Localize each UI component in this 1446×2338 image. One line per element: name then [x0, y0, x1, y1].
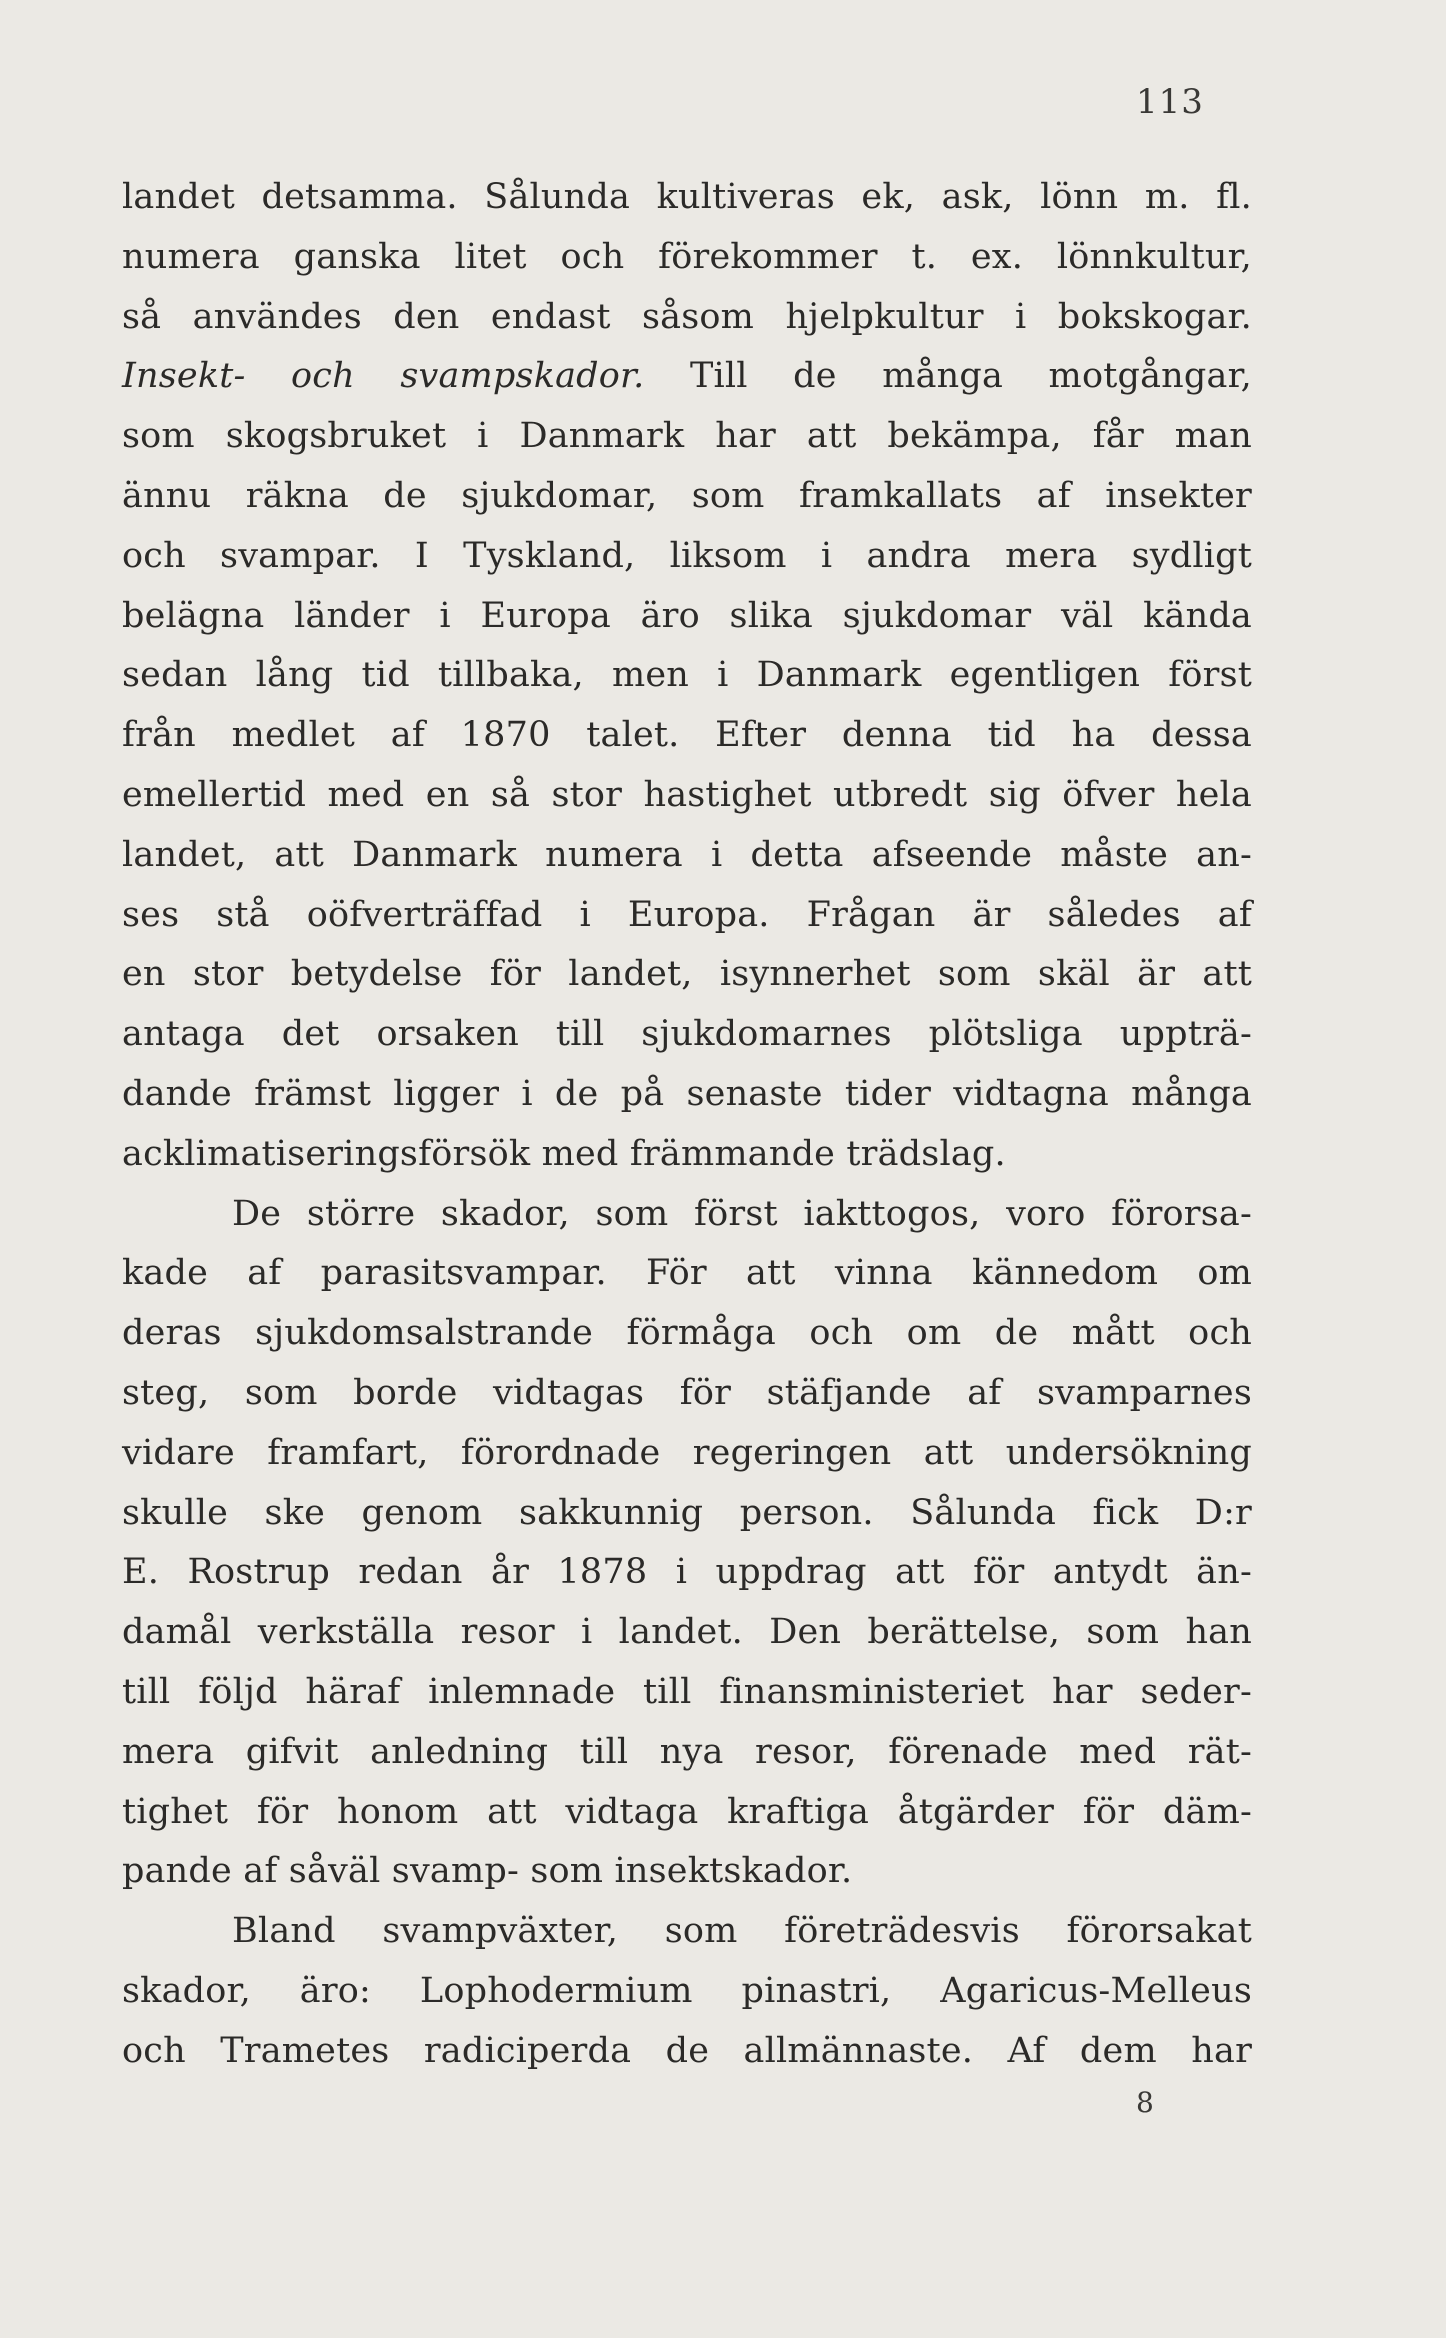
line-text: och Trametes radiciperda de allmännaste. Af dem har [122, 2030, 1252, 2071]
line-text: landet detsamma. Sålunda kultiveras ek, ask, lönn m. fl. [122, 177, 1252, 217]
text-line [122, 1185, 1252, 1245]
text-line [122, 1304, 1252, 1364]
line-text: numera ganska litet och förekommer t. ex. lönnkultur, [122, 236, 1252, 277]
line-text: acklimatiseringsförsök med främmande trädslag. [122, 1133, 1006, 1174]
line-text: pande af såväl svamp- som insektskador. [122, 1851, 853, 1892]
line-text: dande främst ligger i de på senaste tider vidtagna många [122, 1073, 1252, 1114]
text-line [122, 1543, 1252, 1603]
text-line [122, 1783, 1252, 1843]
line-text: kade af parasitsvampar. För att vinna kännedom om [122, 1253, 1252, 1294]
line-text: från medlet af 1870 talet. Efter denna tid ha dessa [122, 715, 1252, 756]
text-line [122, 1005, 1252, 1065]
text-line [122, 1424, 1252, 1484]
line-text: och svampar. I Tyskland, liksom i andra mera sydligt [122, 535, 1252, 576]
page-number: 113 [1136, 82, 1204, 122]
line-text: belägna länder i Europa äro slika sjukdomar väl kända [122, 595, 1252, 636]
line-text: vidare framfart, förordnade regeringen att undersökning [122, 1432, 1252, 1473]
text-line [122, 1962, 1252, 2022]
line-text: mera gifvit anledning till nya resor, förenade med rät- [122, 1731, 1252, 1772]
line-text: damål verkställa resor i landet. Den berättelse, som han [122, 1612, 1252, 1653]
text-line [122, 706, 1252, 766]
line-text: tighet för honom att vidtaga kraftiga åtgärder för däm- [122, 1791, 1252, 1832]
line-text: antaga det orsaken till sjukdomarnes plötsliga uppträ- [122, 1014, 1252, 1055]
line-text: Till de många motgångar, [644, 356, 1252, 397]
line-text: Bland svampväxter, som företrädesvis förorsakat [232, 1911, 1252, 1952]
text-line [122, 467, 1252, 527]
text-line [122, 766, 1252, 826]
text-line [122, 347, 1252, 407]
line-text: så användes den endast såsom hjelpkultur i bokskogar. [122, 296, 1252, 337]
text-line [122, 168, 1252, 228]
text-line [122, 228, 1252, 288]
line-text: deras sjukdomsalstrande förmåga och om de mått och [122, 1313, 1252, 1354]
line-text: skulle ske genom sakkunnig person. Sålunda fick D:r [122, 1492, 1252, 1533]
text-line [122, 1603, 1252, 1663]
text-line [122, 1902, 1252, 1962]
text-line [122, 1244, 1252, 1304]
line-text: till följd häraf inlemnade till finansministeriet har seder- [122, 1671, 1252, 1712]
text-line [122, 1723, 1252, 1783]
line-text: E. Rostrup redan år 1878 i uppdrag att för antydt än- [122, 1552, 1252, 1593]
text-line [122, 407, 1252, 467]
line-text: steg, som borde vidtagas för stäfjande af svamparnes [122, 1372, 1252, 1413]
text-line [122, 646, 1252, 706]
text-line [122, 288, 1252, 348]
text-line [122, 527, 1252, 587]
text-line [122, 1364, 1252, 1424]
line-text: ses stå oöfverträffad i Europa. Frågan är således af [122, 894, 1252, 935]
text-line [122, 1484, 1252, 1544]
text-line [122, 886, 1252, 946]
text-line [122, 2022, 1252, 2082]
text-line [122, 587, 1252, 647]
text-line [122, 945, 1252, 1005]
line-text: ännu räkna de sjukdomar, som framkallats af insekter [122, 475, 1252, 516]
section-heading: Insekt- och svampskador. [122, 356, 645, 397]
line-text: sedan lång tid tillbaka, men i Danmark egentligen först [122, 655, 1252, 696]
line-text: emellertid med en så stor hastighet utbredt sig öfver hela [122, 774, 1252, 815]
line-text: en stor betydelse för landet, isynnerhet som skäl är att [122, 954, 1252, 995]
text-line [122, 1125, 1252, 1185]
line-text: som skogsbruket i Danmark har att bekämpa, får man [122, 416, 1252, 457]
line-text: De större skador, som först iakttogos, voro förorsa- [232, 1193, 1252, 1234]
signature-mark: 8 [1136, 2086, 1154, 2119]
text-line [122, 826, 1252, 886]
text-line [122, 1663, 1252, 1723]
body-text [122, 168, 1252, 2082]
line-text: skador, äro: Lophodermium pinastri, Agaricus-Melleus [122, 1970, 1252, 2011]
text-line [122, 1842, 1252, 1902]
text-line [122, 1065, 1252, 1125]
line-text: landet, att Danmark numera i detta afseende måste an- [122, 834, 1252, 875]
